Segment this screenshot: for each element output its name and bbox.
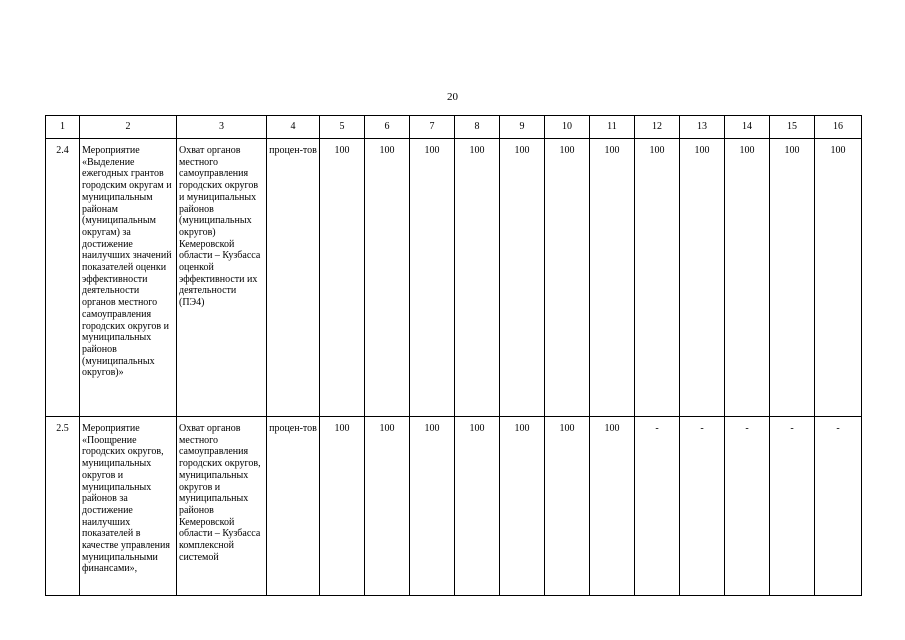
- header-cell: 14: [725, 116, 770, 139]
- header-cell: 10: [545, 116, 590, 139]
- event-name: Мероприятие «Поощрение городских округов, муниципальных округов и муниципальных районов за достижение наилучших показателей в качестве управления муниципальными финансами»,: [80, 417, 177, 596]
- header-cell: 11: [590, 116, 635, 139]
- value-cell: 100: [770, 139, 815, 417]
- header-cell: 15: [770, 116, 815, 139]
- value-cell: 100: [635, 139, 680, 417]
- value-cell: 100: [590, 139, 635, 417]
- value-cell: 100: [590, 417, 635, 596]
- unit-cell: процен-тов: [267, 417, 320, 596]
- value-cell: 100: [455, 139, 500, 417]
- value-cell: 100: [410, 417, 455, 596]
- row-number: 2.4: [46, 139, 80, 417]
- header-cell: 2: [80, 116, 177, 139]
- value-cell: 100: [545, 139, 590, 417]
- indicator-table: [45, 115, 862, 596]
- value-cell: 100: [320, 139, 365, 417]
- value-cell: 100: [725, 139, 770, 417]
- header-cell: 16: [815, 116, 862, 139]
- header-cell: 6: [365, 116, 410, 139]
- header-cell: 7: [410, 116, 455, 139]
- table-row: [46, 139, 862, 417]
- header-cell: 3: [177, 116, 267, 139]
- row-number: 2.5: [46, 417, 80, 596]
- header-cell: 1: [46, 116, 80, 139]
- table-row: [46, 417, 862, 596]
- indicator-name: Охват органов местного самоуправления городских округов, муниципальных округов и муниципальных районов Кемеровской области – Кузбасса комплексной системой: [177, 417, 267, 596]
- header-cell: 12: [635, 116, 680, 139]
- page-number: 20: [447, 91, 458, 103]
- value-cell: 100: [680, 139, 725, 417]
- value-cell: -: [725, 417, 770, 596]
- indicator-name: Охват органов местного самоуправления городских округов и муниципальных районов (муниципальных округов) Кемеровской области – Кузбасса оценкой эффективности их деятельности (ПЭ4): [177, 139, 267, 417]
- value-cell: -: [680, 417, 725, 596]
- value-cell: 100: [500, 417, 545, 596]
- value-cell: 100: [365, 139, 410, 417]
- value-cell: 100: [410, 139, 455, 417]
- header-cell: 13: [680, 116, 725, 139]
- header-cell: 4: [267, 116, 320, 139]
- value-cell: 100: [320, 417, 365, 596]
- value-cell: 100: [500, 139, 545, 417]
- header-cell: 5: [320, 116, 365, 139]
- value-cell: 100: [365, 417, 410, 596]
- value-cell: 100: [815, 139, 862, 417]
- event-name: Мероприятие «Выделение ежегодных грантов городским округам и муниципальным районам (муниципальным округам) за достижение наилучших значений показателей оценки эффективности деятельности органов местного самоуправления городских округов и муниципальных районов (муниципальных округов)»: [80, 139, 177, 417]
- value-cell: -: [770, 417, 815, 596]
- value-cell: 100: [455, 417, 500, 596]
- unit-cell: процен-тов: [267, 139, 320, 417]
- header-cell: 8: [455, 116, 500, 139]
- value-cell: -: [635, 417, 680, 596]
- value-cell: -: [815, 417, 862, 596]
- header-cell: 9: [500, 116, 545, 139]
- table-header-row: [46, 116, 862, 139]
- value-cell: 100: [545, 417, 590, 596]
